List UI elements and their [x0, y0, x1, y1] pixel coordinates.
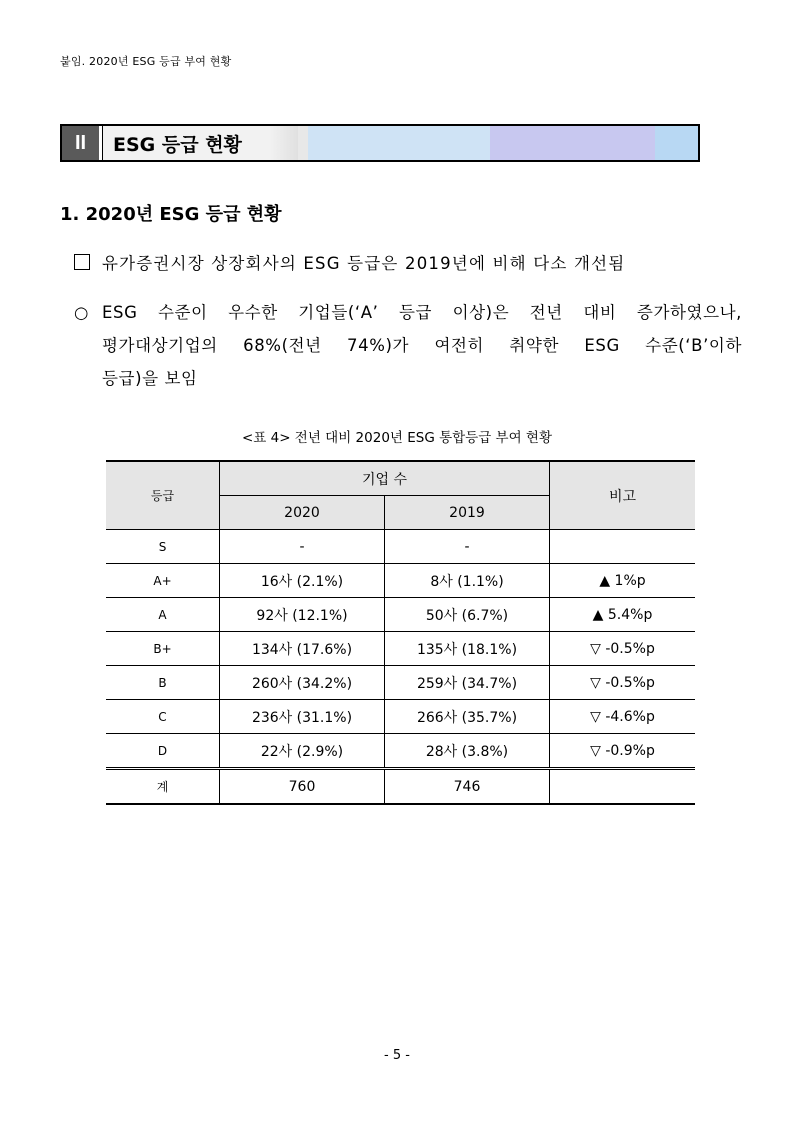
- note-cell: ▽ -0.5%p: [550, 632, 696, 666]
- section-title: ESG 등급 현황: [113, 133, 242, 156]
- count-2019-cell: 266사 (35.7%): [385, 700, 550, 734]
- total-label-cell: 계: [106, 769, 220, 805]
- count-2020-cell: 260사 (34.2%): [220, 666, 385, 700]
- note-cell: ▽ -0.9%p: [550, 734, 696, 769]
- section-title-box: [102, 126, 298, 160]
- table-row: [106, 734, 695, 769]
- banner-decoration: [298, 126, 698, 160]
- total-2019-cell: 746: [385, 769, 550, 805]
- table-row: [106, 700, 695, 734]
- bullet-line-2: 평가대상기업의 68%(전년 74%)가 여전히 취약한 ESG 수준(‘B’이하: [102, 336, 742, 355]
- circle-bullet-icon: ○: [74, 303, 89, 322]
- table-caption: <표 4> 전년 대비 2020년 ESG 통합등급 부여 현황: [241, 430, 553, 446]
- bullet-paragraph: [74, 296, 742, 395]
- esg-grade-table: [106, 460, 695, 805]
- note-cell: ▽ -4.6%p: [550, 700, 696, 734]
- count-2019-cell: -: [385, 530, 550, 564]
- header-companies: 기업 수: [220, 461, 550, 496]
- document-header-note: 붙임. 2020년 ESG 등급 부여 현황: [60, 55, 232, 68]
- count-2019-cell: 28사 (3.8%): [385, 734, 550, 769]
- table-row: [106, 632, 695, 666]
- count-2020-cell: 92사 (12.1%): [220, 598, 385, 632]
- count-2020-cell: 236사 (31.1%): [220, 700, 385, 734]
- box-statement: [74, 250, 704, 274]
- grade-cell: C: [106, 700, 220, 734]
- section-banner: [60, 124, 700, 162]
- count-2020-cell: -: [220, 530, 385, 564]
- section-number: II: [74, 131, 87, 154]
- count-2019-cell: 135사 (18.1%): [385, 632, 550, 666]
- table-row: [106, 598, 695, 632]
- grade-cell: A: [106, 598, 220, 632]
- note-cell: ▲ 5.4%p: [550, 598, 696, 632]
- bullet-line-1: ESG 수준이 우수한 기업들(‘A’ 등급 이상)은 전년 대비 증가하였으나,: [102, 303, 742, 322]
- section-number-badge: [62, 126, 102, 160]
- count-2020-cell: 134사 (17.6%): [220, 632, 385, 666]
- header-2019: 2019: [385, 496, 550, 530]
- total-2020-cell: 760: [220, 769, 385, 805]
- box-statement-text: 유가증권시장 상장회사의 ESG 등급은 2019년에 비해 다소 개선됨: [102, 254, 626, 273]
- bullet-line-3: 등급)을 보임: [102, 369, 198, 388]
- grade-cell: B+: [106, 632, 220, 666]
- table-total-row: [106, 769, 695, 805]
- table-row: [106, 564, 695, 598]
- note-cell: [550, 530, 696, 564]
- count-2020-cell: 16사 (2.1%): [220, 564, 385, 598]
- count-2019-cell: 50사 (6.7%): [385, 598, 550, 632]
- grade-cell: A+: [106, 564, 220, 598]
- note-cell: ▲ 1%p: [550, 564, 696, 598]
- count-2020-cell: 22사 (2.9%): [220, 734, 385, 769]
- page-number: - 5 -: [384, 1048, 410, 1063]
- header-grade: 등급: [106, 461, 220, 530]
- table-row: [106, 666, 695, 700]
- count-2019-cell: 8사 (1.1%): [385, 564, 550, 598]
- table-row: [106, 530, 695, 564]
- subsection-heading: 1. 2020년 ESG 등급 현황: [60, 204, 282, 225]
- grade-cell: D: [106, 734, 220, 769]
- total-note-cell: [550, 769, 696, 805]
- grade-cell: S: [106, 530, 220, 564]
- square-bullet-icon: [74, 254, 90, 270]
- count-2019-cell: 259사 (34.7%): [385, 666, 550, 700]
- grade-cell: B: [106, 666, 220, 700]
- note-cell: ▽ -0.5%p: [550, 666, 696, 700]
- header-note: 비고: [550, 461, 696, 530]
- header-2020: 2020: [220, 496, 385, 530]
